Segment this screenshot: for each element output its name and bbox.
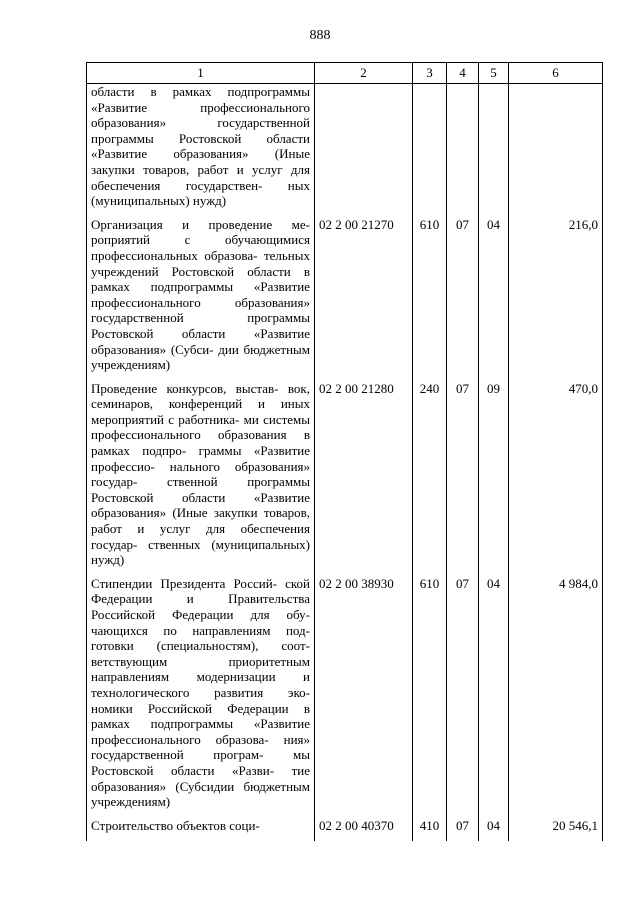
row-description — [87, 381, 315, 576]
table-body — [87, 84, 603, 842]
expense-type: 610 — [413, 217, 447, 381]
description-line: для обеспечения государствен- — [91, 161, 310, 193]
row-description — [87, 84, 315, 217]
description-line: области «Развитие образования» — [91, 489, 310, 521]
amount: 4 984,0 — [509, 576, 603, 818]
description-line: образования в рамках подпро- — [91, 427, 311, 459]
subsection-code: 09 — [479, 381, 509, 576]
table-row — [87, 84, 603, 217]
section-code — [447, 84, 479, 217]
description-line: номики Российской Федерации в — [91, 700, 310, 716]
amount: 216,0 — [509, 217, 603, 381]
description-line: ственных (муниципальных) — [148, 536, 311, 552]
column-header: 5 — [479, 63, 509, 84]
description-line: «Развитие образования» (Иные — [91, 146, 310, 162]
header-row — [87, 63, 603, 84]
description-line: роприятий с обучающимися — [91, 232, 310, 248]
row-description — [87, 217, 315, 381]
row-description — [87, 576, 315, 818]
description-line: готовки (специальностям), соот- — [91, 638, 310, 654]
table-row — [87, 217, 603, 381]
section-code: 07 — [447, 381, 479, 576]
description-line: услуг для обеспечения государ- — [91, 521, 310, 552]
section-code: 07 — [447, 818, 479, 842]
description-line: профессиональных образова- — [91, 247, 258, 263]
amount: 20 546,1 — [509, 818, 603, 842]
description-line: Организация и проведение ме- — [91, 216, 310, 232]
table-row — [87, 818, 603, 842]
description-line: образования» государственной — [91, 115, 310, 131]
subsection-code: 04 — [479, 576, 509, 818]
description-line: Строительство объектов соци- — [91, 817, 260, 833]
description-line: (Иные закупки товаров, работ и — [91, 505, 310, 537]
description-line: Проведение конкурсов, выстав- — [91, 380, 279, 396]
description-line: ми системы профессионального — [91, 411, 310, 443]
amount — [509, 84, 603, 217]
description-line: области в рамках подпрограммы — [91, 84, 310, 99]
column-header: 3 — [413, 63, 447, 84]
description-line: ственной программы Ростовской — [91, 474, 311, 505]
budget-table — [86, 62, 603, 841]
expense-type: 240 — [413, 381, 447, 576]
description-line: профессионального образова- — [91, 731, 269, 747]
page-number: 888 — [309, 28, 331, 43]
description-line: мы Ростовской области «Разви- — [91, 747, 311, 778]
column-header: 4 — [447, 63, 479, 84]
description-line: Российской Федерации для обу- — [91, 607, 310, 622]
description-line: тельных учреждений Ростовской — [91, 247, 310, 279]
description-line: бюджетным учреждениям) — [91, 778, 311, 810]
description-line: программы Ростовской области — [91, 130, 310, 146]
description-line: закупки товаров, работ и услуг — [91, 161, 283, 177]
description-line: рамках подпрограммы «Развитие — [91, 716, 310, 732]
target-article-code — [315, 84, 413, 217]
subsection-code: 04 — [479, 818, 509, 842]
description-line: ской Федерации и Правительства — [91, 575, 310, 607]
target-article-code: 02 2 00 21280 — [315, 381, 413, 576]
column-header: 1 — [87, 63, 315, 84]
target-article-code: 02 2 00 38930 — [315, 576, 413, 818]
description-line: области в рамках подпрограммы — [91, 263, 311, 295]
description-line: иных мероприятий с работника- — [91, 396, 310, 427]
description-line: дии бюджетным учреждениям) — [91, 341, 310, 373]
description-line: программы Ростовской области — [91, 310, 310, 341]
description-line: образования» государственной — [91, 294, 310, 326]
subsection-code: 04 — [479, 217, 509, 381]
description-line: «Развитие образования» (Субси- — [91, 325, 310, 357]
description-line: вок, семинаров, конференций и — [91, 380, 310, 412]
table-row — [87, 576, 603, 818]
description-line: ных (муниципальных) нужд) — [91, 177, 310, 209]
description-line: тие образования» (Субсидии — [91, 762, 310, 794]
expense-type — [413, 84, 447, 217]
target-article-code: 02 2 00 40370 — [315, 818, 413, 842]
description-line: направлениям модернизации и — [91, 669, 310, 685]
description-line: «Развитие профессионального — [91, 279, 310, 310]
description-line: чающихся по направлениям под- — [91, 622, 310, 638]
description-line: «Развитие профессионального — [91, 99, 310, 115]
target-article-code: 02 2 00 21270 — [315, 217, 413, 381]
section-code: 07 — [447, 576, 479, 818]
subsection-code — [479, 84, 509, 217]
description-line: ния» государственной програм- — [91, 731, 311, 763]
description-line: граммы «Развитие профессио- — [91, 443, 310, 474]
table-row — [87, 381, 603, 576]
description-line: технологического развития эко- — [91, 684, 310, 700]
description-line: нужд) — [91, 552, 125, 568]
expense-type: 610 — [413, 576, 447, 818]
column-header: 6 — [509, 63, 603, 84]
description-line: нального образования» государ- — [91, 458, 311, 490]
amount: 470,0 — [509, 381, 603, 576]
section-code: 07 — [447, 217, 479, 381]
row-description — [87, 818, 315, 842]
description-line: Стипендии Президента Россий- — [91, 575, 277, 591]
expense-type: 410 — [413, 818, 447, 842]
description-line: ветствующим приоритетным — [91, 653, 310, 669]
column-header: 2 — [315, 63, 413, 84]
